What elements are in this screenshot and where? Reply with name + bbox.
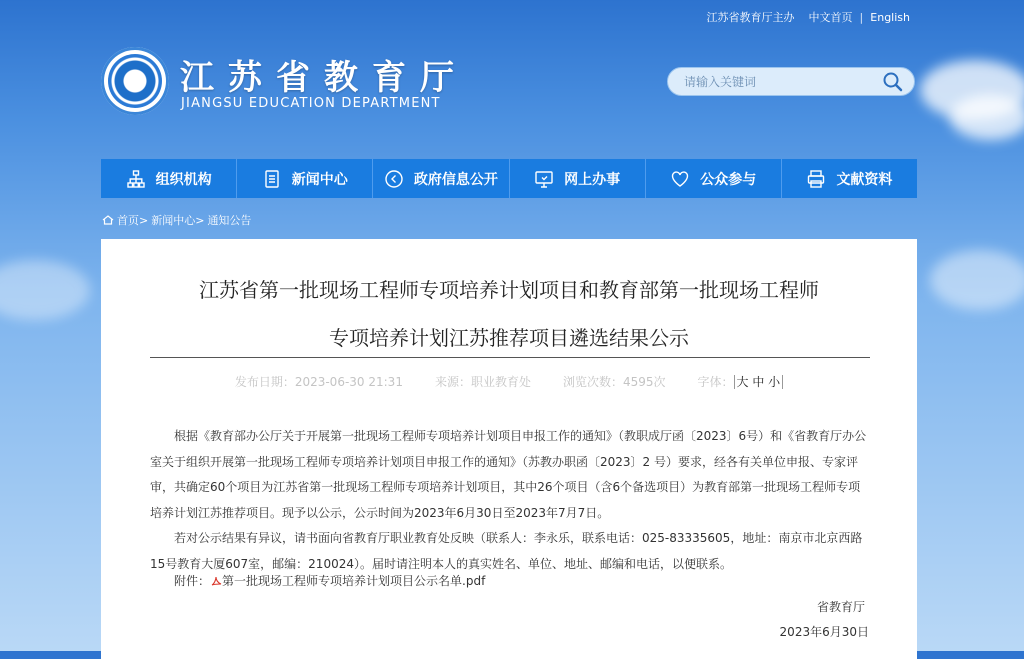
- search-input[interactable]: [682, 74, 876, 90]
- article-title: 江苏省第一批现场工程师专项培养计划项目和教育部第一批现场工程师: [199, 278, 819, 302]
- breadcrumb-home[interactable]: 首页>: [117, 214, 149, 227]
- view-count: 浏览次数：4595次: [562, 375, 666, 389]
- nav-item-news[interactable]: [237, 159, 373, 198]
- nav-item-org[interactable]: [101, 159, 237, 198]
- signature: 省教育厅: [816, 600, 865, 614]
- signature-date: 2023年6月30日: [779, 625, 869, 639]
- cloud-decoration: [0, 260, 90, 320]
- breadcrumb-news[interactable]: 新闻中心>: [151, 214, 205, 227]
- nav-label: 网上办事: [564, 171, 621, 188]
- monitor-icon: [534, 169, 554, 189]
- font-label: 字体：: [697, 375, 734, 389]
- heart-icon: [670, 169, 690, 189]
- cloud-decoration: [950, 95, 1024, 140]
- nav-label: 新闻中心: [291, 171, 348, 188]
- play-icon: [384, 169, 404, 189]
- english-link[interactable]: English: [870, 10, 910, 24]
- host-text: 江苏省教育厅主办: [706, 11, 795, 24]
- nav-label: 组织机构: [155, 171, 212, 188]
- nav-label: 文献资料: [836, 171, 893, 188]
- article-paragraph: 根据《教育部办公厅关于开展第一批现场工程师专项培养计划项目申报工作的通知》（教职成厅函〔2023〕6号）和《省教育厅办公室关于组织开展第一批现场工程师专项培养计划项目申报工作的通知》（苏教办职函〔2023〕2 号）要求，经各有关单位申报、专家评审，共确定60个项目为江苏省第一批现场工程师专项培养计划项目，其中26个项目（含6个备选项目）为教育部第一批现场工程师专项培养计划江苏推荐项目。现予以公示，公示时间为2023年6月30日至2023年7月7日。: [150, 429, 867, 520]
- font-size-options[interactable]: 大 中 小: [734, 375, 784, 389]
- printer-icon: [806, 169, 826, 189]
- search-box: [667, 67, 915, 96]
- attachment: [174, 572, 485, 589]
- font-size-control: [698, 373, 784, 390]
- article-panel: [101, 239, 917, 659]
- attachment-label: 附件：: [174, 574, 211, 588]
- nav-label: 政府信息公开: [413, 171, 498, 188]
- site-subtitle: JIANGSU EDUCATION DEPARTMENT: [181, 96, 441, 111]
- divider: |: [859, 10, 864, 24]
- article-body: [150, 424, 872, 577]
- article-meta: [101, 373, 917, 390]
- org-chart-icon: [126, 169, 146, 189]
- breadcrumb: [102, 212, 251, 228]
- home-icon: [102, 215, 114, 225]
- nav-item-public[interactable]: [646, 159, 782, 198]
- article-title: 专项培养计划江苏推荐项目遴选结果公示: [329, 326, 689, 350]
- pdf-icon: [210, 575, 222, 587]
- main-nav: [101, 159, 917, 198]
- site-title[interactable]: 江苏省教育厅: [180, 58, 468, 98]
- search-icon[interactable]: [882, 71, 904, 93]
- breadcrumb-notice[interactable]: 通知公告: [207, 214, 252, 227]
- document-icon: [262, 169, 282, 189]
- divider: [150, 357, 870, 358]
- top-links: [707, 9, 910, 25]
- nav-label: 公众参与: [700, 171, 757, 188]
- nav-item-gov-info[interactable]: [373, 159, 509, 198]
- article-paragraph: 若对公示结果有异议，请书面向省教育厅职业教育处反映（联系人：李永乐，联系电话：025-83335605，地址：南京市北京西路15号教育大厦607室，邮编：210024）。届时请注明本人的真实姓名、单位、地址、邮编和电话，以便联系。: [150, 531, 863, 571]
- logo-emblem-icon[interactable]: [101, 47, 169, 115]
- nav-item-online-service[interactable]: [510, 159, 646, 198]
- article-source: 来源：职业教育处: [434, 375, 531, 389]
- publish-date: 发布日期：2023-06-30 21:31: [234, 375, 403, 389]
- home-cn-link[interactable]: 中文首页: [808, 11, 853, 24]
- attachment-link[interactable]: 第一批现场工程师专项培养计划项目公示名单.pdf: [222, 574, 486, 588]
- cloud-decoration: [930, 250, 1024, 310]
- nav-item-docs[interactable]: [782, 159, 917, 198]
